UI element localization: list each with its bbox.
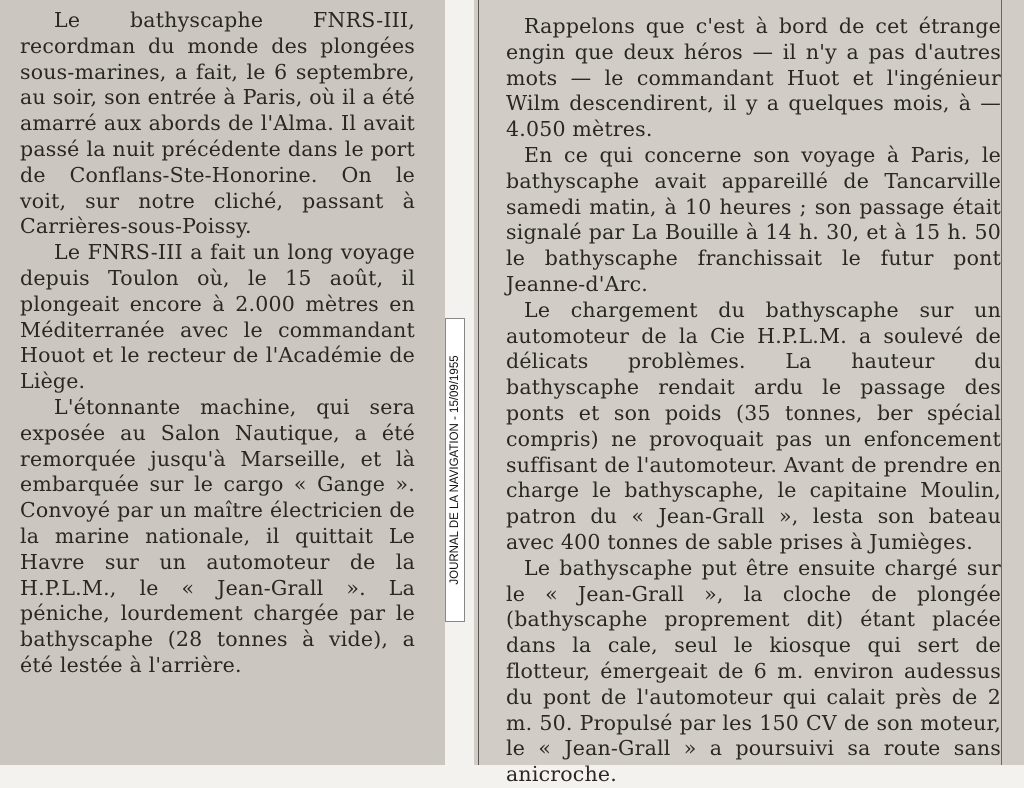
column-rule (1001, 0, 1002, 765)
article-paragraph: Le chargement du bathyscaphe sur un automoteur de la Cie H.P.L.M. a soulevé de délicats problèmes. La hauteur du bathyscaphe rendait ardu le passage des ponts et son poids (35 tonnes, ber spécial compris) ne provoquait pas un enfoncement suffisant de l'automoteur. Avant de prendre en charge le bathyscaphe, le capitaine Moulin, patron du « Jean-Grall », lesta son bateau avec 400 tonnes de sable prises à Jumièges. (506, 297, 1001, 554)
article-paragraph: Le FNRS-III a fait un long voyage depuis Toulon où, le 15 août, il plongeait encore à 2.000 mètres en Méditerranée avec le commandant Houot et le recteur de l'Académie de Liège. (20, 240, 415, 394)
article-paragraph: L'étonnante machine, qui sera exposée au Salon Nautique, a été remorquée jusqu'à Marseille, et là embarquée sur le cargo « Gange ». Convoyé par un maître électricien de la marine nationale, il quittait Le Havre sur un automoteur de la H.P.L.M., le « Jean-Grall ». La péniche, lourdement chargée par le bathyscaphe (28 tonnes à vide), a été lestée à l'arrière. (20, 394, 415, 677)
article-paragraph: En ce qui concerne son voyage à Paris, le bathyscaphe avait appareillé de Tancarville samedi matin, à 10 heures ; son passage était signalé par La Bouille à 14 h. 30, et à 15 h. 50 le bathyscaphe franchissait le futur pont Jeanne-d'Arc. (506, 142, 1001, 296)
left-article-text (20, 8, 415, 679)
article-paragraph: Le bathyscaphe FNRS-III, recordman du monde des plongées sous-marines, a fait, le 6 septembre, au soir, son entrée à Paris, où il a été amarré aux abords de l'Alma. Il avait passé la nuit précédente dans le port de Conflans-Ste-Honorine. On le voit, sur notre cliché, passant à Carrières-sous-Poissy. (20, 8, 415, 239)
article-paragraph: Rappelons que c'est à bord de cet étrange engin que deux héros — il n'y a pas d'autres mots — le commandant Huot et l'ingénieur Wilm descendirent, il y a quelques mois, à — 4.050 mètres. (506, 14, 1001, 142)
source-caption (445, 318, 465, 622)
left-newspaper-clipping (0, 0, 445, 765)
source-caption-text: JOURNAL DE LA NAVIGATION - 15/09/1955 (449, 355, 461, 585)
right-newspaper-clipping (474, 0, 1024, 787)
column-rule (478, 0, 479, 765)
right-article-text (506, 14, 1001, 788)
article-paragraph: Le bathyscaphe put être ensuite chargé sur le « Jean-Grall », la cloche de plongée (bathyscaphe proprement dit) étant placée dans la cale, seul le kiosque qui sert de flotteur, émergeait de 6 m. environ audessus du pont de l'automoteur qui calait près de 2 m. 50. Propulsé par les 150 CV de son moteur, le « Jean-Grall » a poursuivi sa route sans anicroche. (506, 555, 1001, 787)
